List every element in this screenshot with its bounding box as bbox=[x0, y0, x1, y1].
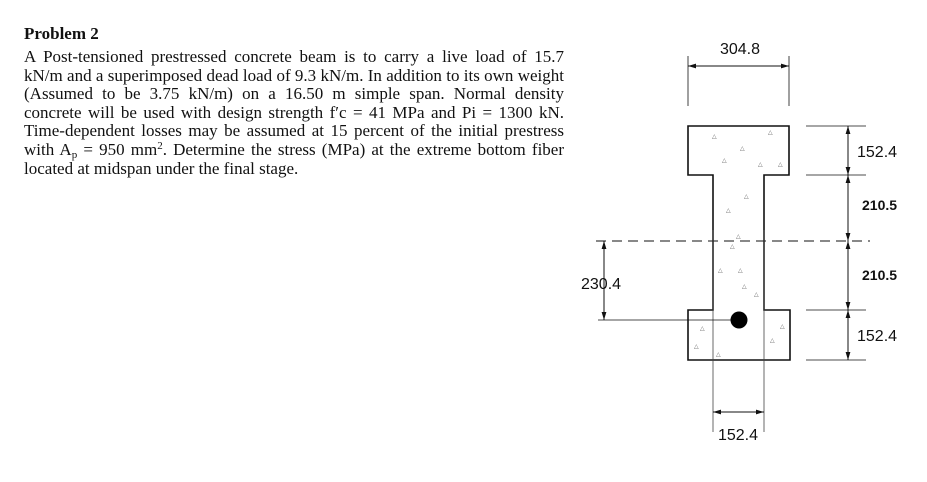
aggregate-mark: △ bbox=[716, 351, 721, 358]
aggregate-mark: △ bbox=[738, 267, 743, 274]
lower-web-depth-label: 210.5 bbox=[862, 267, 898, 283]
aggregate-mark: △ bbox=[768, 129, 773, 136]
area-superscript: 2 bbox=[157, 139, 163, 152]
aggregate-mark: △ bbox=[744, 193, 749, 200]
problem-title: Problem 2 bbox=[24, 24, 99, 43]
aggregate-mark: △ bbox=[718, 267, 723, 274]
area-subscript: p bbox=[71, 148, 78, 161]
upper-web-depth-label: 210.5 bbox=[862, 197, 898, 213]
prestressing-tendon bbox=[731, 312, 748, 329]
top-flange-depth-label: 152.4 bbox=[857, 144, 898, 161]
aggregate-mark: △ bbox=[730, 243, 735, 250]
problem-text-part1: A Post-tensioned prestressed concrete beam is to carry a live load of 15.7 kN/m and a superimposed dead load of 9.3 kN/m. In addition to its own weight (Assumed to be 3.75 kN/m) on a 16.50 m simple span. Normal density concrete will be used with design strength f′c = 41 MPa and Pi = 1300 kN. Time-dependent losses may be assumed at 15 percent of the initial prestress with A bbox=[24, 47, 564, 159]
aggregate-mark: △ bbox=[742, 283, 747, 290]
problem-text-part2: = 950 mm bbox=[77, 139, 158, 159]
aggregate-mark: △ bbox=[722, 157, 727, 164]
aggregate-mark: △ bbox=[778, 161, 783, 168]
aggregate-mark: △ bbox=[770, 337, 775, 344]
problem-text-part3: . Determine the stress (MPa) at the extreme bottom fiber located at midspan under the final stage. bbox=[24, 139, 564, 178]
aggregate-mark: △ bbox=[758, 161, 763, 168]
aggregate-mark: △ bbox=[736, 233, 741, 240]
aggregate-mark: △ bbox=[754, 291, 759, 298]
aggregate-mark: △ bbox=[726, 207, 731, 214]
bottom-flange-depth-label: 152.4 bbox=[857, 328, 898, 345]
aggregate-mark: △ bbox=[700, 325, 705, 332]
aggregate-mark: △ bbox=[780, 323, 785, 330]
top-flange-width-label: 304.8 bbox=[719, 41, 761, 58]
eccentricity-label: 230.4 bbox=[581, 276, 622, 293]
aggregate-mark: △ bbox=[712, 133, 717, 140]
web-width-label: 152.4 bbox=[717, 427, 759, 444]
aggregate-mark: △ bbox=[694, 343, 699, 350]
aggregate-mark: △ bbox=[740, 145, 745, 152]
